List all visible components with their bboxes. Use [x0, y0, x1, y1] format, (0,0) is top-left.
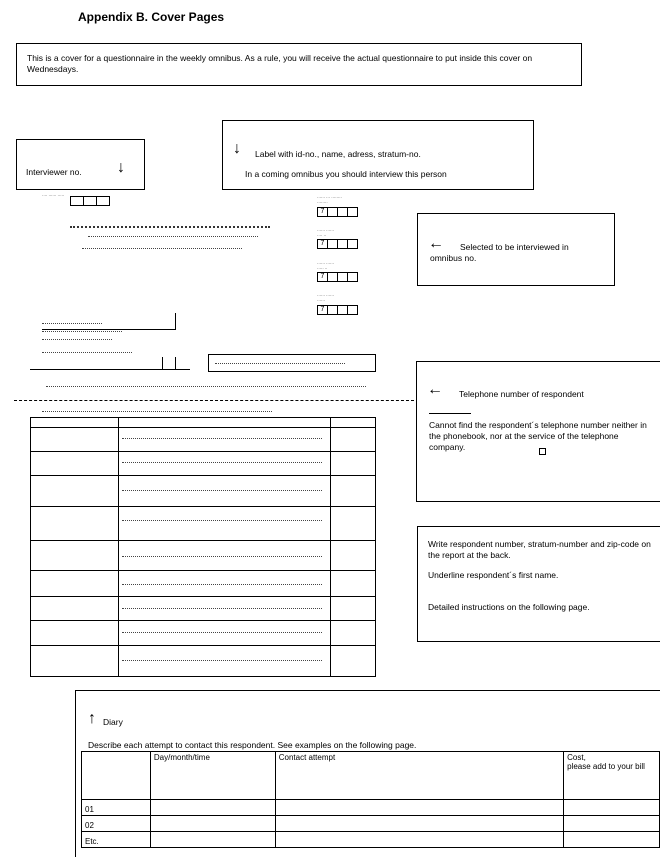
form-text-line: [46, 386, 366, 387]
arrow-up-icon: ↑: [88, 710, 96, 727]
label-box-line2: In a coming omnibus you should interview this person: [245, 169, 447, 179]
diary-cell[interactable]: [275, 832, 563, 848]
intro-text: This is a cover for a questionnaire in the weekly omnibus. As a rule, you will receive the actual questionnaire to put inside this cover on Wednesdays.: [27, 53, 533, 74]
form-cell-group: 7: [317, 207, 357, 217]
form-tick-line: [175, 357, 176, 369]
form-text-line: [122, 608, 322, 609]
form-rule: [30, 369, 190, 370]
form-tick-line: [162, 357, 163, 369]
form-text-line: [42, 331, 122, 332]
write-box: [417, 526, 660, 642]
diary-row-label: 01: [82, 800, 151, 816]
label-box-line1: Label with id-no., name, adress, stratum-no.: [255, 149, 421, 159]
form-mini-table-col: [330, 417, 331, 677]
diary-cell[interactable]: [564, 832, 660, 848]
form-text-line: [42, 323, 102, 324]
form-text-line: [122, 462, 322, 463]
diary-instruction: Describe each attempt to contact this respondent. See examples on the following page.: [88, 740, 417, 750]
interviewer-label: Interviewer no.: [26, 167, 82, 177]
diary-header-day: Day/month/time: [150, 752, 275, 800]
form-text-line: [82, 248, 242, 249]
intro-box: [16, 43, 582, 86]
form-mini-table-row: [30, 540, 376, 541]
telephone-label: Telephone number of respondent: [459, 389, 584, 399]
diary-header-contact: Contact attempt: [275, 752, 563, 800]
form-tick-line: [175, 313, 176, 329]
page-title: Appendix B. Cover Pages: [78, 10, 225, 24]
form-text-line: [122, 632, 322, 633]
label-box: [222, 120, 534, 190]
diary-header-blank: [82, 752, 151, 800]
arrow-left-icon: ←: [427, 381, 443, 398]
form-text-line: [42, 339, 112, 340]
form-cell-caption: ······ ······ ···· ··: [317, 228, 335, 238]
form-mini-table-row: [30, 570, 376, 571]
write-line1: Write respondent number, stratum-number and zip-code on the report at the back.: [428, 539, 651, 560]
telephone-box: [416, 361, 660, 502]
form-mini-table-col: [118, 417, 119, 677]
arrow-down-icon: ↓: [117, 159, 125, 176]
form-text-line: [122, 438, 322, 439]
form-mini-table-row: [30, 620, 376, 621]
form-mini-label: ···· ······ ·····: [42, 193, 65, 198]
selected-box: [417, 213, 615, 286]
diary-cell[interactable]: [150, 800, 275, 816]
form-text-line: [215, 363, 345, 364]
interviewer-cells: [70, 196, 109, 206]
form-cell-group: 7: [317, 305, 357, 315]
form-cell-caption: ······ ······ ····· ··: [317, 261, 335, 271]
diary-cell[interactable]: [150, 816, 275, 832]
form-text-line: [70, 226, 270, 228]
form-mini-table-row: [30, 475, 376, 476]
interviewer-box: [16, 139, 145, 190]
diary-row-label: Etc.: [82, 832, 151, 848]
form-rule: [42, 329, 176, 330]
diary-cell[interactable]: [275, 816, 563, 832]
telephone-divider: [429, 413, 471, 414]
form-mini-table: [30, 417, 376, 677]
selected-text: Selected to be interviewed in omnibus no.: [430, 242, 569, 263]
arrow-down-icon: ↓: [233, 140, 241, 157]
write-line2: Underline respondent´s first name.: [428, 570, 559, 580]
form-text-line: [88, 236, 258, 237]
form-cell-group: 7: [317, 239, 357, 249]
form-mini-table-row: [30, 645, 376, 646]
form-text-line: [42, 411, 272, 412]
form-text-line: [122, 520, 322, 521]
form-cell-caption: ······ ··· ········ ········: [317, 195, 342, 205]
form-text-line: [122, 490, 322, 491]
diary-cell[interactable]: [150, 832, 275, 848]
checkbox-square[interactable]: [539, 448, 546, 455]
form-cell-group: 7: [317, 272, 357, 282]
form-text-line: [42, 352, 132, 353]
diary-cell[interactable]: [564, 800, 660, 816]
diary-row-label: 02: [82, 816, 151, 832]
write-line3: Detailed instructions on the following page.: [428, 602, 590, 612]
form-text-line: [122, 660, 322, 661]
form-mini-table-row: [30, 451, 376, 452]
form-mini-table-row: [30, 427, 376, 428]
form-text-line: [122, 556, 322, 557]
diary-table: [81, 751, 660, 848]
diary-cell[interactable]: [564, 816, 660, 832]
diary-label: Diary: [103, 717, 123, 727]
diary-cell[interactable]: [275, 800, 563, 816]
form-text-line: [122, 584, 322, 585]
arrow-left-icon: ←: [428, 235, 444, 252]
form-cut-line: [14, 400, 414, 401]
diary-header-cost: Cost, please add to your bill: [564, 752, 660, 800]
telephone-note: Cannot find the respondent´s telephone number neither in the phonebook, nor at the service of the telephone company.: [429, 420, 647, 452]
form-mini-table-row: [30, 596, 376, 597]
form-mini-table-row: [30, 506, 376, 507]
form-cell-caption: ······ ······ ······: [317, 293, 335, 303]
